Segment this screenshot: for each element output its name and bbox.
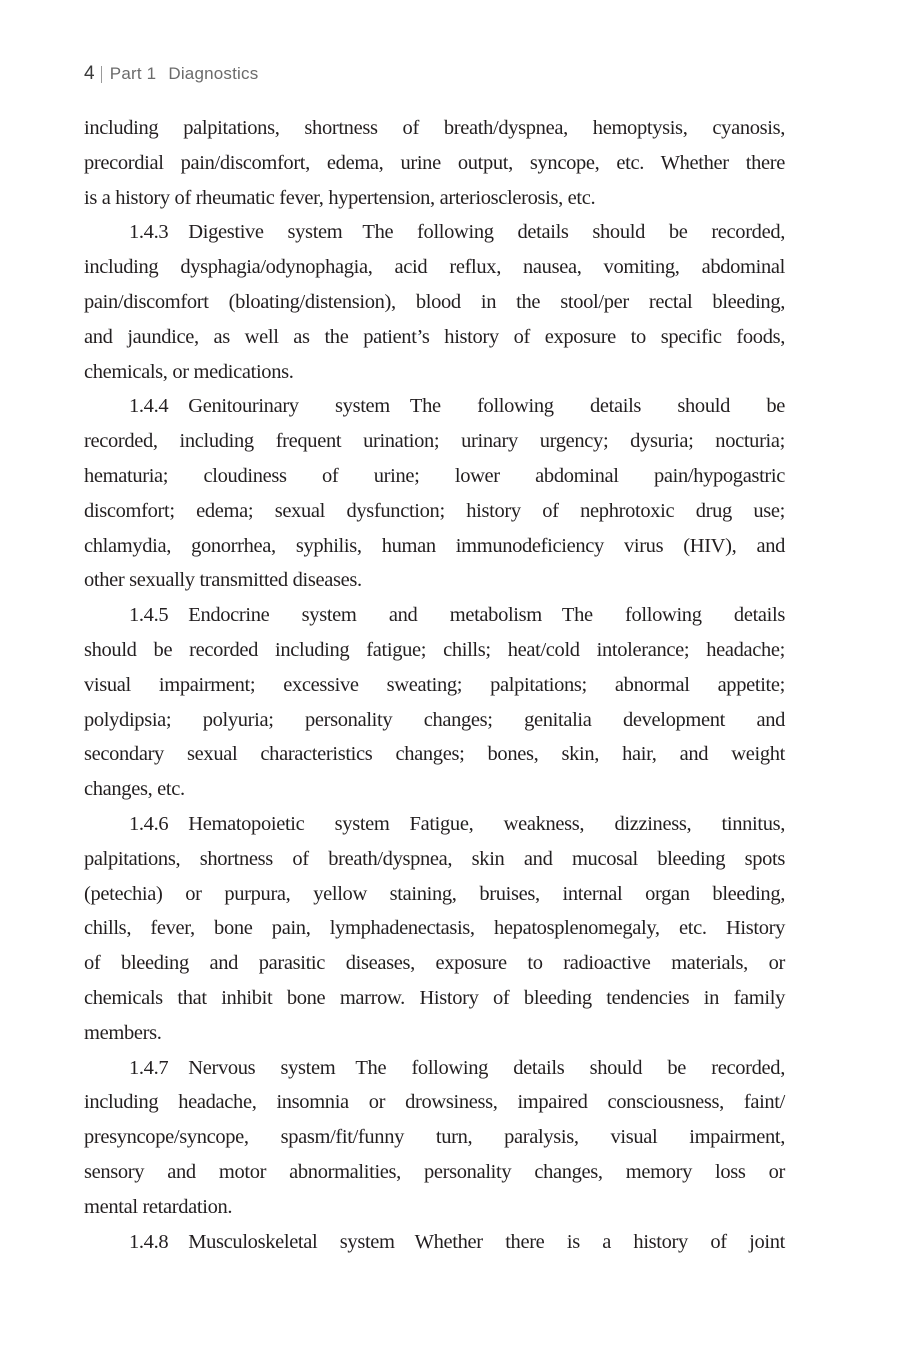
text-line: chemicals, or medications. [84, 360, 294, 383]
section-first-line [84, 807, 785, 842]
body-text [84, 111, 785, 1259]
text-line: palpitations, shortness of breath/dyspnea, skin and mucosal bleeding spots [84, 847, 785, 870]
section-heading: Hematopoietic system [188, 812, 390, 835]
section-1-4-7 [84, 1051, 785, 1225]
section-number: 1.4.5 [129, 604, 169, 627]
section-first-line [84, 215, 785, 250]
running-head-divider [101, 66, 102, 83]
section-first-line-text: The following details should be [409, 395, 785, 418]
text-line: chlamydia, gonorrhea, syphilis, human immunodeficiency virus (HIV), and [84, 534, 785, 557]
text-line: including palpitations, shortness of breath/dyspnea, hemoptysis, cyanosis, [84, 117, 785, 139]
section-number: 1.4.7 [129, 1056, 169, 1079]
text-line: recorded, including frequent urination; urinary urgency; dysuria; nocturia; [84, 430, 785, 453]
section-1-4-8 [84, 1225, 785, 1260]
text-line: including headache, insomnia or drowsiness, impaired consciousness, faint/ [84, 1091, 785, 1114]
section-first-line-text: The following details [561, 604, 785, 627]
text-line: chills, fever, bone pain, lymphadenectasis, hepatosplenomegaly, etc. History [84, 917, 785, 940]
text-line: pain/discomfort (bloating/distension), blood in the stool/per rectal bleeding, [84, 290, 785, 313]
text-line: and jaundice, as well as the patient’s history of exposure to specific foods, [84, 325, 785, 348]
text-line: precordial pain/discomfort, edema, urine output, syncope, etc. Whether there [84, 151, 785, 174]
section-first-line [84, 598, 785, 633]
text-line: should be recorded including fatigue; chills; heat/cold intolerance; headache; [84, 638, 785, 661]
text-line: secondary sexual characteristics changes; bones, skin, hair, and weight [84, 743, 785, 766]
section-first-line [84, 389, 785, 424]
section-first-line [84, 1225, 785, 1260]
section-first-line-text: The following details should be recorded, [355, 1056, 785, 1079]
text-line: changes, etc. [84, 778, 185, 801]
running-head [84, 62, 258, 86]
text-line: including dysphagia/odynophagia, acid reflux, nausea, vomiting, abdominal [84, 256, 785, 279]
section-first-line-text: Fatigue, weakness, dizziness, tinnitus, [409, 812, 785, 835]
text-line: hematuria; cloudiness of urine; lower abdominal pain/hypogastric [84, 464, 785, 487]
text-line: visual impairment; excessive sweating; palpitations; abnormal appetite; [84, 673, 785, 696]
text-line: sensory and motor abnormalities, personality changes, memory loss or [84, 1160, 785, 1183]
section-1-4-3 [84, 215, 785, 389]
section-first-line [84, 1051, 785, 1086]
text-line: mental retardation. [84, 1195, 233, 1218]
section-label: Diagnostics [168, 64, 259, 83]
section-1-4-6 [84, 807, 785, 1051]
paragraph-continuation [84, 111, 785, 215]
text-line: (petechia) or purpura, yellow staining, bruises, internal organ bleeding, [84, 882, 785, 905]
section-heading: Genitourinary system [188, 395, 390, 418]
section-number: 1.4.4 [129, 395, 169, 418]
section-number: 1.4.3 [129, 221, 169, 244]
text-line: discomfort; edema; sexual dysfunction; history of nephrotoxic drug use; [84, 499, 785, 522]
section-1-4-4 [84, 389, 785, 598]
page-number: 4 [84, 63, 95, 84]
section-first-line-text: Whether there is a history of joint [414, 1230, 786, 1253]
text-line: polydipsia; polyuria; personality changes; genitalia development and [84, 708, 785, 731]
part-label: Part 1 [109, 64, 157, 83]
section-1-4-5 [84, 598, 785, 807]
section-heading: Digestive system [188, 221, 343, 244]
section-heading: Nervous system [188, 1056, 336, 1079]
section-first-line-text: The following details should be recorded, [362, 221, 785, 244]
section-heading: Endocrine system and metabolism [188, 604, 542, 627]
text-line: is a history of rheumatic fever, hypertension, arteriosclerosis, etc. [84, 186, 596, 209]
text-line: members. [84, 1021, 162, 1044]
text-line: chemicals that inhibit bone marrow. History of bleeding tendencies in family [84, 986, 785, 1009]
section-number: 1.4.8 [129, 1230, 169, 1253]
text-line: of bleeding and parasitic diseases, exposure to radioactive materials, or [84, 952, 785, 975]
section-number: 1.4.6 [129, 812, 169, 835]
text-line: presyncope/syncope, spasm/fit/funny turn, paralysis, visual impairment, [84, 1126, 785, 1149]
section-heading: Musculoskeletal system [188, 1230, 395, 1253]
text-line: other sexually transmitted diseases. [84, 569, 362, 592]
